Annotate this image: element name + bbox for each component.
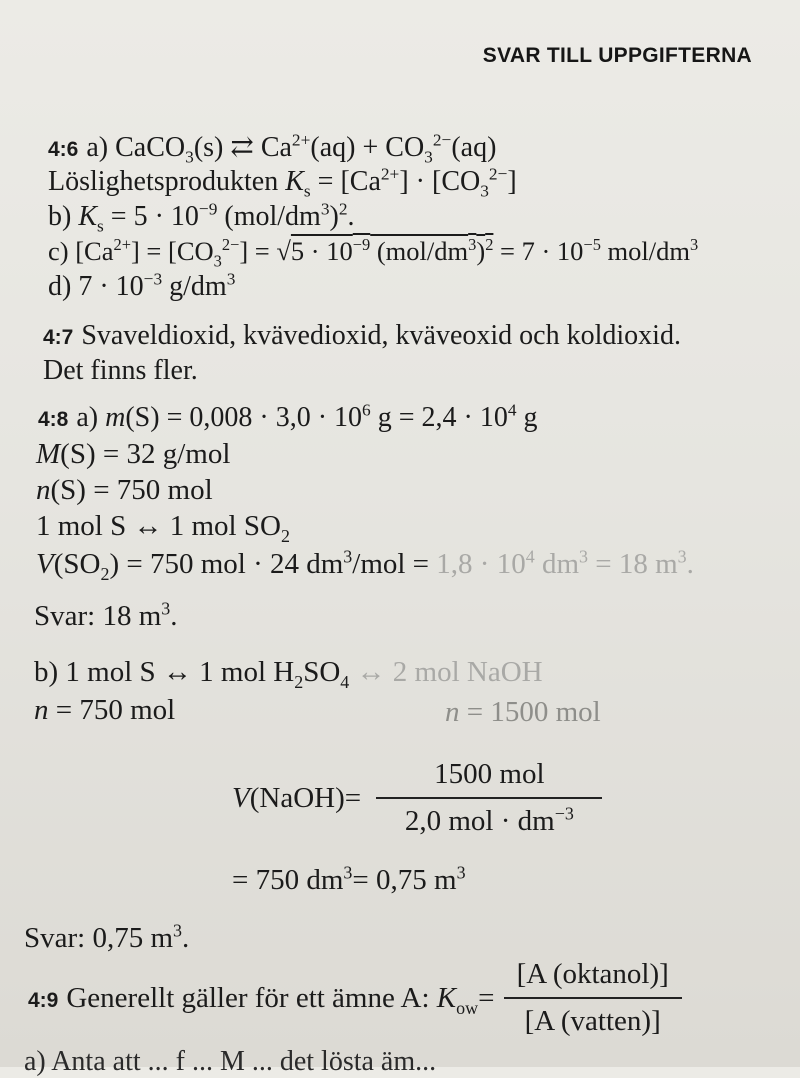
page-header: SVAR TILL UPPGIFTERNA	[482, 44, 752, 67]
problem-number: 4:8	[38, 408, 69, 431]
problem-4-6-losligh: Löslighetsprodukten $K_s = [Ca^{2+}] \cdot [CO_3^{2-}]$	[48, 164, 517, 201]
problem-number: 4:7	[43, 326, 74, 349]
problem-4-8-a: 4:8 a) $m(S) = 0,008 \cdot 3,0 \cdot 10^6$ $g = 2,4 \cdot 10^4$ g	[38, 400, 538, 433]
problem-4-6-b: b) $K_s = 5 \cdot 10^{-9}$ $(mol/dm^3)^2$.	[48, 199, 355, 236]
problem-4-8-b-n: n = 750 mol	[34, 694, 176, 726]
problem-4-6-a: 4:6 a) CaCO$_3$(s) ⇄ $Ca^{2+}(aq) + CO_3^{2-}(aq)$	[48, 130, 497, 167]
problem-4-8-svar-a: Svar: 18 $m^3$.	[34, 598, 178, 632]
problem-number: 4:9	[28, 988, 59, 1012]
problem-4-6-d: d) $7 \cdot 10^{-3}$ $g/dm^3$	[48, 269, 236, 302]
problem-4-6-c: c) $[Ca^{2+}] = [CO_3^{2-}] = √5 \cdot 10^{-9}$ $(mol/dm^3)^2 = 7 \cdot 10^{-5}$ mol/$dm^3$	[48, 235, 699, 271]
problem-4-8-b-n2: n = 1500 mol	[445, 696, 601, 728]
problem-4-8-b-fraction: V(NaOH)= $\frac{\text{1500 mol}}{2,0 mol \cdot dm^{-3}}$	[232, 758, 602, 838]
cut-off-line: a) Anta att ... f ... M ... det lösta äm...	[24, 1046, 437, 1077]
problem-4-7-line2: Det finns fler.	[43, 355, 198, 386]
problem-4-9: 4:9 Generellt gäller för ett ämne A: $K_{ow}=$ $\frac{\text{[A (oktanol)]}}{\text{[A (vatten)]}}$	[28, 958, 682, 1038]
faded-text: $1,8 \cdot 10^4$ $dm^3 = 18$ $m^3$.	[436, 546, 694, 580]
problem-number: 4:6	[48, 138, 79, 161]
fraction: $\frac{\text{1500 mol}}{2,0 mol \cdot dm^{-3}}$	[376, 758, 602, 838]
problem-4-8-M: M(S) = 32 g/mol	[36, 438, 231, 470]
problem-4-8-b-result: = 750 $dm^3= 0,75$ $m^3$	[232, 862, 466, 896]
problem-4-8-b: b) 1 mol S ↔ 1 mol $H_2SO_4$ ↔ 2 mol NaOH	[34, 656, 543, 692]
problem-4-8-n: n(S) = 750 mol	[36, 474, 213, 506]
problem-4-7-line1: 4:7 Svaveldioxid, kvävedioxid, kväveoxid och koldioxid.	[43, 320, 681, 351]
problem-4-8-volume: $V(SO_2) = 750$ mol · 24 $dm^3$/mol = $1,8 \cdot 10^4$ $dm^3 = 18$ $m^3$.	[36, 546, 694, 584]
fraction: $\frac{\text{[A (oktanol)]}}{\text{[A (vatten)]}}$	[504, 958, 682, 1038]
problem-4-8-relation: 1 mol S ↔ 1 mol $SO_2$	[36, 510, 290, 546]
problem-4-8-svar-b: Svar: 0,75 $m^3$.	[24, 920, 190, 954]
square-root: $5 \cdot 10^{-9}$ $(mol/dm^3)^2$	[290, 235, 494, 266]
